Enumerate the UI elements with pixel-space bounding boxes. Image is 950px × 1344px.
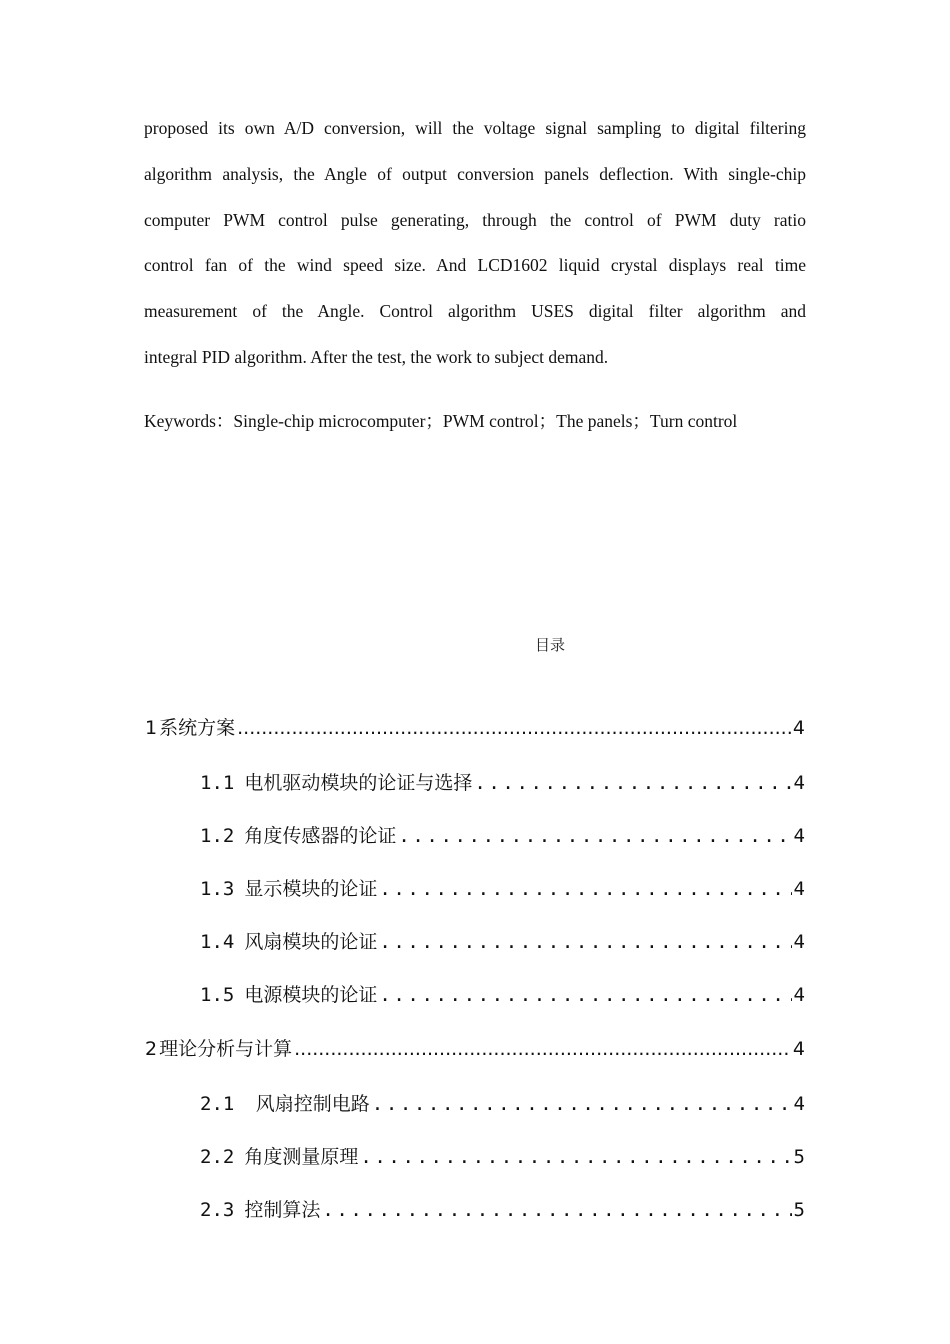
toc-entry-page: 4 bbox=[793, 772, 805, 794]
toc-entry-1-1[interactable] bbox=[200, 768, 805, 795]
toc-entry-label: 电源模块的论证 bbox=[244, 984, 378, 1006]
toc-dot-leader bbox=[379, 984, 791, 1006]
toc-entry-label: 系统方案 bbox=[159, 717, 236, 739]
toc-entry-label: 风扇控制电路 bbox=[244, 1093, 370, 1115]
toc-entry-page: 5 bbox=[793, 1199, 805, 1221]
toc-entry-label: 角度传感器的论证 bbox=[244, 825, 397, 847]
toc-entry-1-5[interactable] bbox=[200, 980, 805, 1007]
toc-entry-number: 1.1 bbox=[200, 772, 235, 794]
toc-entry-page: 4 bbox=[793, 825, 805, 847]
toc-dot-leader bbox=[474, 772, 791, 794]
toc-entry-1-4[interactable] bbox=[200, 927, 805, 954]
toc-entry-number: 1.5 bbox=[200, 984, 235, 1006]
toc-entry-page: 5 bbox=[793, 1146, 805, 1168]
toc-dot-leader bbox=[379, 931, 791, 953]
toc-dot-leader bbox=[372, 1093, 792, 1115]
toc-entry-page: 4 bbox=[793, 931, 805, 953]
abstract-line: integral PID algorithm. After the test, the work to subject demand. bbox=[144, 346, 609, 367]
toc-entry-1-3[interactable] bbox=[200, 874, 805, 901]
toc-entry-number: 2.1 bbox=[200, 1093, 235, 1115]
abstract-line: proposed its own A/D conversion, will the voltage signal sampling to digital filtering bbox=[144, 118, 806, 138]
toc-dot-leader bbox=[398, 825, 791, 847]
toc-dot-leader bbox=[360, 1146, 791, 1168]
toc-entry-label: 电机驱动模块的论证与选择 bbox=[244, 772, 473, 794]
toc-entry-page: 4 bbox=[793, 878, 805, 900]
toc-dot-leader bbox=[237, 717, 791, 739]
toc-entry-number: 1.4 bbox=[200, 931, 235, 953]
toc-entry-number: 1.2 bbox=[200, 825, 235, 847]
toc-entry-page: 4 bbox=[793, 984, 805, 1006]
abstract-line: algorithm analysis, the Angle of output conversion panels deflection. With single-chip bbox=[144, 163, 806, 184]
abstract-line: measurement of the Angle. Control algorithm USES digital filter algorithm and bbox=[144, 301, 806, 322]
toc-entry-number: 1 bbox=[145, 717, 158, 739]
toc-entry-2-1[interactable] bbox=[200, 1089, 805, 1116]
toc-entry-number: 2.2 bbox=[200, 1146, 235, 1168]
toc-entry-1-2[interactable] bbox=[200, 821, 805, 848]
abstract-line: control fan of the wind speed size. And LCD1602 liquid crystal displays real time bbox=[144, 255, 806, 276]
toc-dot-leader bbox=[379, 878, 791, 900]
toc-entry-label: 理论分析与计算 bbox=[159, 1038, 293, 1060]
toc-entry-number: 2.3 bbox=[200, 1199, 235, 1221]
keywords-line: Keywords：Single-chip microcomputer；PWM control；The panels；Turn control bbox=[144, 411, 738, 431]
toc-entry-label: 控制算法 bbox=[244, 1199, 321, 1221]
toc-entry-1[interactable] bbox=[145, 713, 805, 740]
toc-entry-number: 2 bbox=[145, 1038, 158, 1060]
toc-title: 目录 bbox=[534, 636, 565, 654]
toc-entry-number: 1.3 bbox=[200, 878, 235, 900]
toc-dot-leader bbox=[294, 1038, 791, 1060]
toc-entry-2-2[interactable] bbox=[200, 1142, 805, 1169]
toc-entry-page: 4 bbox=[793, 1093, 805, 1115]
abstract-paragraph bbox=[144, 106, 806, 381]
toc-entry-page: 4 bbox=[792, 1038, 805, 1060]
toc-entry-page: 4 bbox=[792, 717, 805, 739]
abstract-line: computer PWM control pulse generating, through the control of PWM duty ratio bbox=[144, 209, 806, 230]
toc-entry-label: 角度测量原理 bbox=[244, 1146, 359, 1168]
toc-entry-label: 风扇模块的论证 bbox=[244, 931, 378, 953]
toc-dot-leader bbox=[322, 1199, 791, 1221]
toc-entry-2-3[interactable] bbox=[200, 1195, 805, 1222]
toc-entry-2[interactable] bbox=[145, 1034, 805, 1061]
toc-entry-label: 显示模块的论证 bbox=[244, 878, 378, 900]
